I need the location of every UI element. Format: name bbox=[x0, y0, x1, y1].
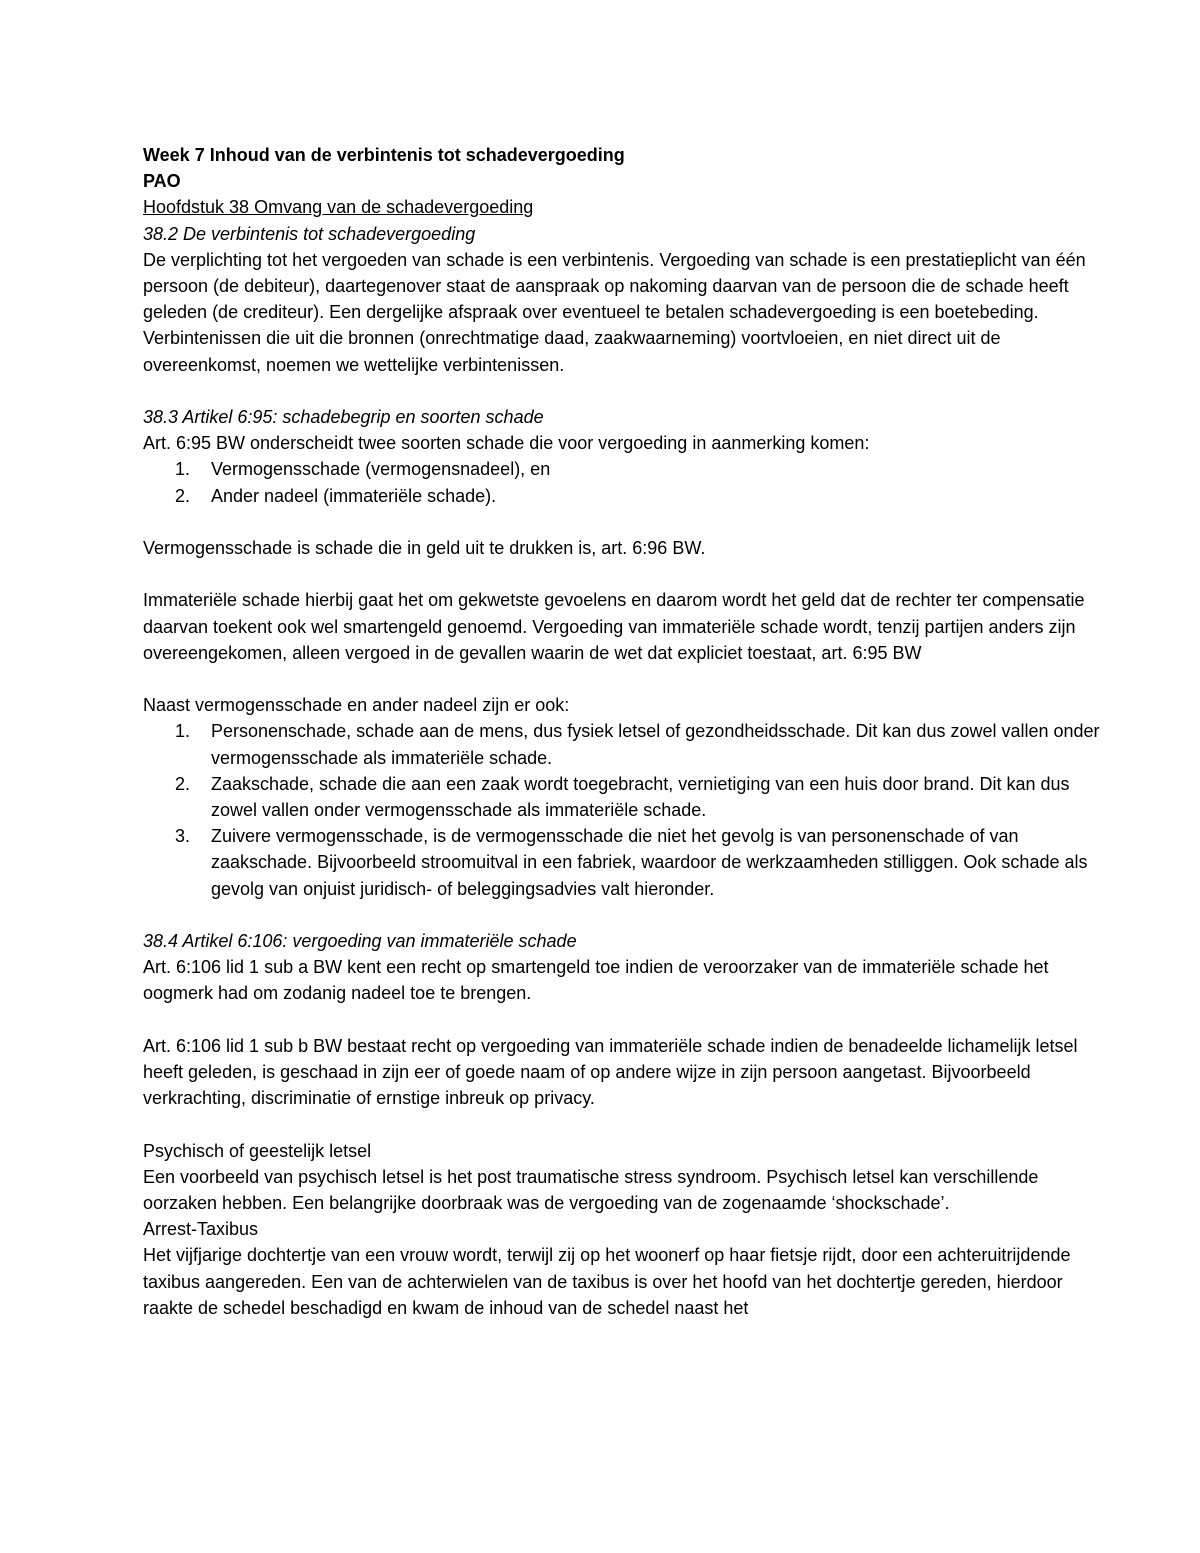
numbered-list-other-damage bbox=[143, 718, 1100, 901]
list-item bbox=[143, 483, 1100, 509]
section-paragraph: Immateriële schade hierbij gaat het om gekwetste gevoelens en daarom wordt het geld dat de rechter ter compensatie daarvan toekent ook wel smartengeld genoemd. Vergoeding van immateriële schade wordt, tenzij partijen anders zijn overeengekomen, alleen vergoed in de gevallen waarin de wet dat expliciet toestaat, art. 6:95 BW bbox=[143, 590, 1085, 663]
list-item bbox=[143, 456, 1100, 482]
list-item bbox=[143, 823, 1100, 902]
section-heading-38-3: 38.3 Artikel 6:95: schadebegrip en soorten schade bbox=[143, 407, 544, 428]
paragraph-gap bbox=[143, 378, 1100, 404]
paragraph-gap bbox=[143, 1111, 1100, 1137]
section-paragraph: Art. 6:106 lid 1 sub a BW kent een recht op smartengeld toe indien de veroorzaker van de immateriële schade het oogmerk had om zodanig nadeel toe te brengen. bbox=[143, 957, 1049, 1004]
section-heading-38-4: 38.4 Artikel 6:106: vergoeding van immateriële schade bbox=[143, 931, 577, 952]
document-title: Week 7 Inhoud van de verbintenis tot schadevergoeding bbox=[143, 145, 625, 165]
list-number: 1. bbox=[175, 721, 191, 742]
paragraph-gap bbox=[143, 666, 1100, 692]
numbered-list-damage-types bbox=[143, 456, 1100, 508]
paragraph-gap bbox=[143, 1007, 1100, 1033]
subheading-psychisch-letsel: Psychisch of geestelijk letsel bbox=[143, 1140, 372, 1161]
section-heading-38-2: 38.2 De verbintenis tot schadevergoeding bbox=[143, 223, 476, 244]
document-subtitle: PAO bbox=[143, 171, 181, 192]
list-number: 3. bbox=[175, 826, 191, 847]
section-paragraph: Het vijfjarige dochtertje van een vrouw wordt, terwijl zij op het woonerf op haar fietsje rijdt, door een achteruitrijdende taxibus aangereden. Een van de achterwielen van de taxibus is over het hoofd van het dochtertje gereden, hierdoor raakte de schedel beschadigd en kwam de inhoud van de schedel naast het bbox=[143, 1245, 1071, 1318]
section-paragraph: Art. 6:106 lid 1 sub b BW bestaat recht op vergoeding van immateriële schade indien de benadeelde lichamelijk letsel heeft geleden, is geschaad in zijn eer of goede naam of op andere wijze in zijn persoon aangetast. Bijvoorbeeld verkrachting, discriminatie of ernstige inbreuk op privacy. bbox=[143, 1035, 1078, 1109]
list-item-text: Zaakschade, schade die aan een zaak wordt toegebracht, vernietiging van een huis door brand. Dit kan dus zowel vallen onder vermogensschade als immateriële schade. bbox=[211, 773, 1070, 821]
list-item-text: Zuivere vermogensschade, is de vermogensschade die niet het gevolg is van personenschade of van zaakschade. Bijvoorbeeld stroomuitval in een fabriek, waardoor de werkzaamheden stilliggen. Ook schade als gevolg van onjuist juridisch- of beleggingsadvies valt hieronder. bbox=[211, 826, 1088, 899]
paragraph-gap bbox=[143, 509, 1100, 535]
list-item-text: Vermogensschade (vermogensnadeel), en bbox=[211, 459, 551, 480]
section-paragraph: Vermogensschade is schade die in geld uit te drukken is, art. 6:96 BW. bbox=[143, 538, 706, 559]
paragraph-gap bbox=[143, 561, 1100, 587]
chapter-heading: Hoofdstuk 38 Omvang van de schadevergoeding bbox=[143, 197, 534, 218]
list-number: 2. bbox=[175, 773, 191, 794]
list-item bbox=[143, 771, 1100, 823]
list-number: 2. bbox=[175, 485, 191, 506]
list-item-text: Personenschade, schade aan de mens, dus fysiek letsel of gezondheidsschade. Dit kan dus zowel vallen onder vermogensschade als immateriële schade. bbox=[211, 721, 1100, 768]
section-paragraph: Naast vermogensschade en ander nadeel zijn er ook: bbox=[143, 695, 570, 716]
section-paragraph: De verplichting tot het vergoeden van schade is een verbintenis. Vergoeding van schade is een prestatieplicht van één persoon (de debiteur), daartegenover staat de aanspraak op nakoming daarvan van de persoon die de schade heeft geleden (de crediteur). Een dergelijke afspraak over eventueel te betalen schadevergoeding is een boetebeding. Verbintenissen die uit die bronnen (onrechtmatige daad, zaakwaarneming) voortvloeien, en niet direct uit de overeenkomst, noemen we wettelijke verbintenissen. bbox=[143, 249, 1086, 375]
list-number: 1. bbox=[175, 459, 191, 480]
section-paragraph: Art. 6:95 BW onderscheidt twee soorten schade die voor vergoeding in aanmerking komen: bbox=[143, 433, 870, 454]
list-item-text: Ander nadeel (immateriële schade). bbox=[211, 485, 497, 506]
list-item bbox=[143, 718, 1100, 770]
subheading-arrest-taxibus: Arrest-Taxibus bbox=[143, 1219, 259, 1240]
section-paragraph: Een voorbeeld van psychisch letsel is het post traumatische stress syndroom. Psychisch letsel kan verschillende oorzaken hebben. Een belangrijke doorbraak was de vergoeding van de zogenaamde ‘shockschade’. bbox=[143, 1166, 1039, 1214]
paragraph-gap bbox=[143, 902, 1100, 928]
